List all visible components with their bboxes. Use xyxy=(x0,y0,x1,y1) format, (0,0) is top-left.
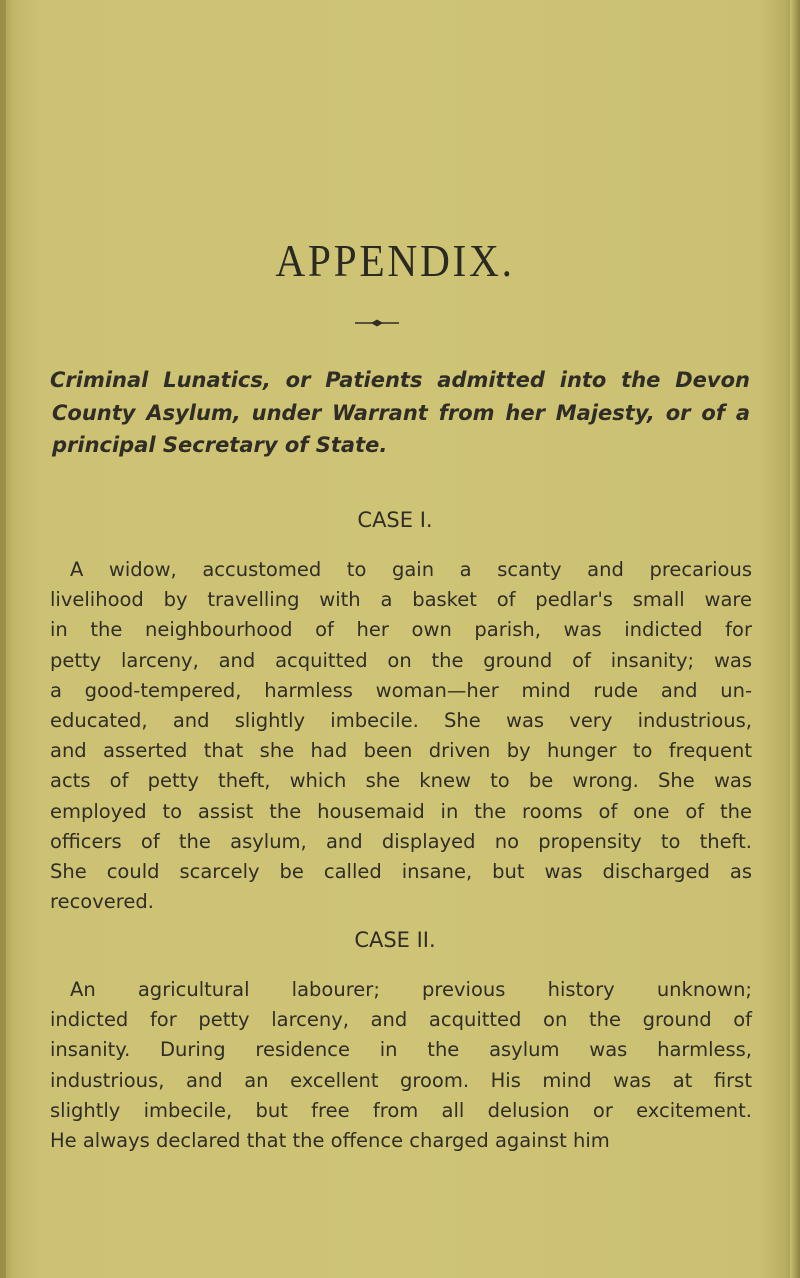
text-line: livelihood by travelling with a basket of pedlar's small ware xyxy=(50,588,752,612)
case-2-paragraph xyxy=(50,975,752,1156)
text-line: employed to assist the housemaid in the rooms of one of the xyxy=(50,799,752,823)
text-line: insanity. During residence in the asylum was harmless, xyxy=(50,1038,752,1062)
appendix-subtitle xyxy=(50,364,750,462)
text-line: a good-tempered, harmless woman—her mind rude and un- xyxy=(50,678,752,702)
ornament-divider-icon xyxy=(355,318,399,328)
page-binding-edge xyxy=(0,0,6,1278)
case-2-heading: CASE II. xyxy=(354,928,436,952)
text-line: officers of the asylum, and displayed no propensity to theft. xyxy=(50,829,752,853)
text-line: petty larceny, and acquitted on the ground of insanity; was xyxy=(50,648,752,672)
text-line: indicted for petty larceny, and acquitted on the ground of xyxy=(50,1008,752,1032)
text-line: A widow, accustomed to gain a scanty and precarious xyxy=(70,558,752,581)
subtitle-line: Criminal Lunatics, or Patients admitted into the Devon xyxy=(50,368,750,392)
text-line: industrious, and an excellent groom. His mind was at first xyxy=(50,1068,752,1092)
subtitle-line: County Asylum, under Warrant from her Majesty, or of a xyxy=(52,400,750,425)
text-line: acts of petty theft, which she knew to be wrong. She was xyxy=(50,769,752,793)
text-line: and asserted that she had been driven by hunger to frequent xyxy=(50,739,752,763)
case-1-heading: CASE I. xyxy=(357,508,433,532)
case-1-paragraph xyxy=(50,555,752,917)
text-line: slightly imbecile, but free from all delusion or excitement. xyxy=(50,1098,752,1122)
text-line: He always declared that the offence charged against him xyxy=(50,1129,610,1153)
text-line: recovered. xyxy=(50,890,154,914)
text-line: educated, and slightly imbecile. She was very industrious, xyxy=(50,709,752,733)
subtitle-line: principal Secretary of State. xyxy=(52,433,388,457)
text-line: She could scarcely be called insane, but was discharged as xyxy=(50,860,752,884)
page-title: APPENDIX. xyxy=(275,235,515,286)
text-line: in the neighbourhood of her own parish, was indicted for xyxy=(50,618,752,642)
text-line: An agricultural labourer; previous history unknown; xyxy=(70,978,752,1001)
page-outer-edge xyxy=(790,0,800,1278)
